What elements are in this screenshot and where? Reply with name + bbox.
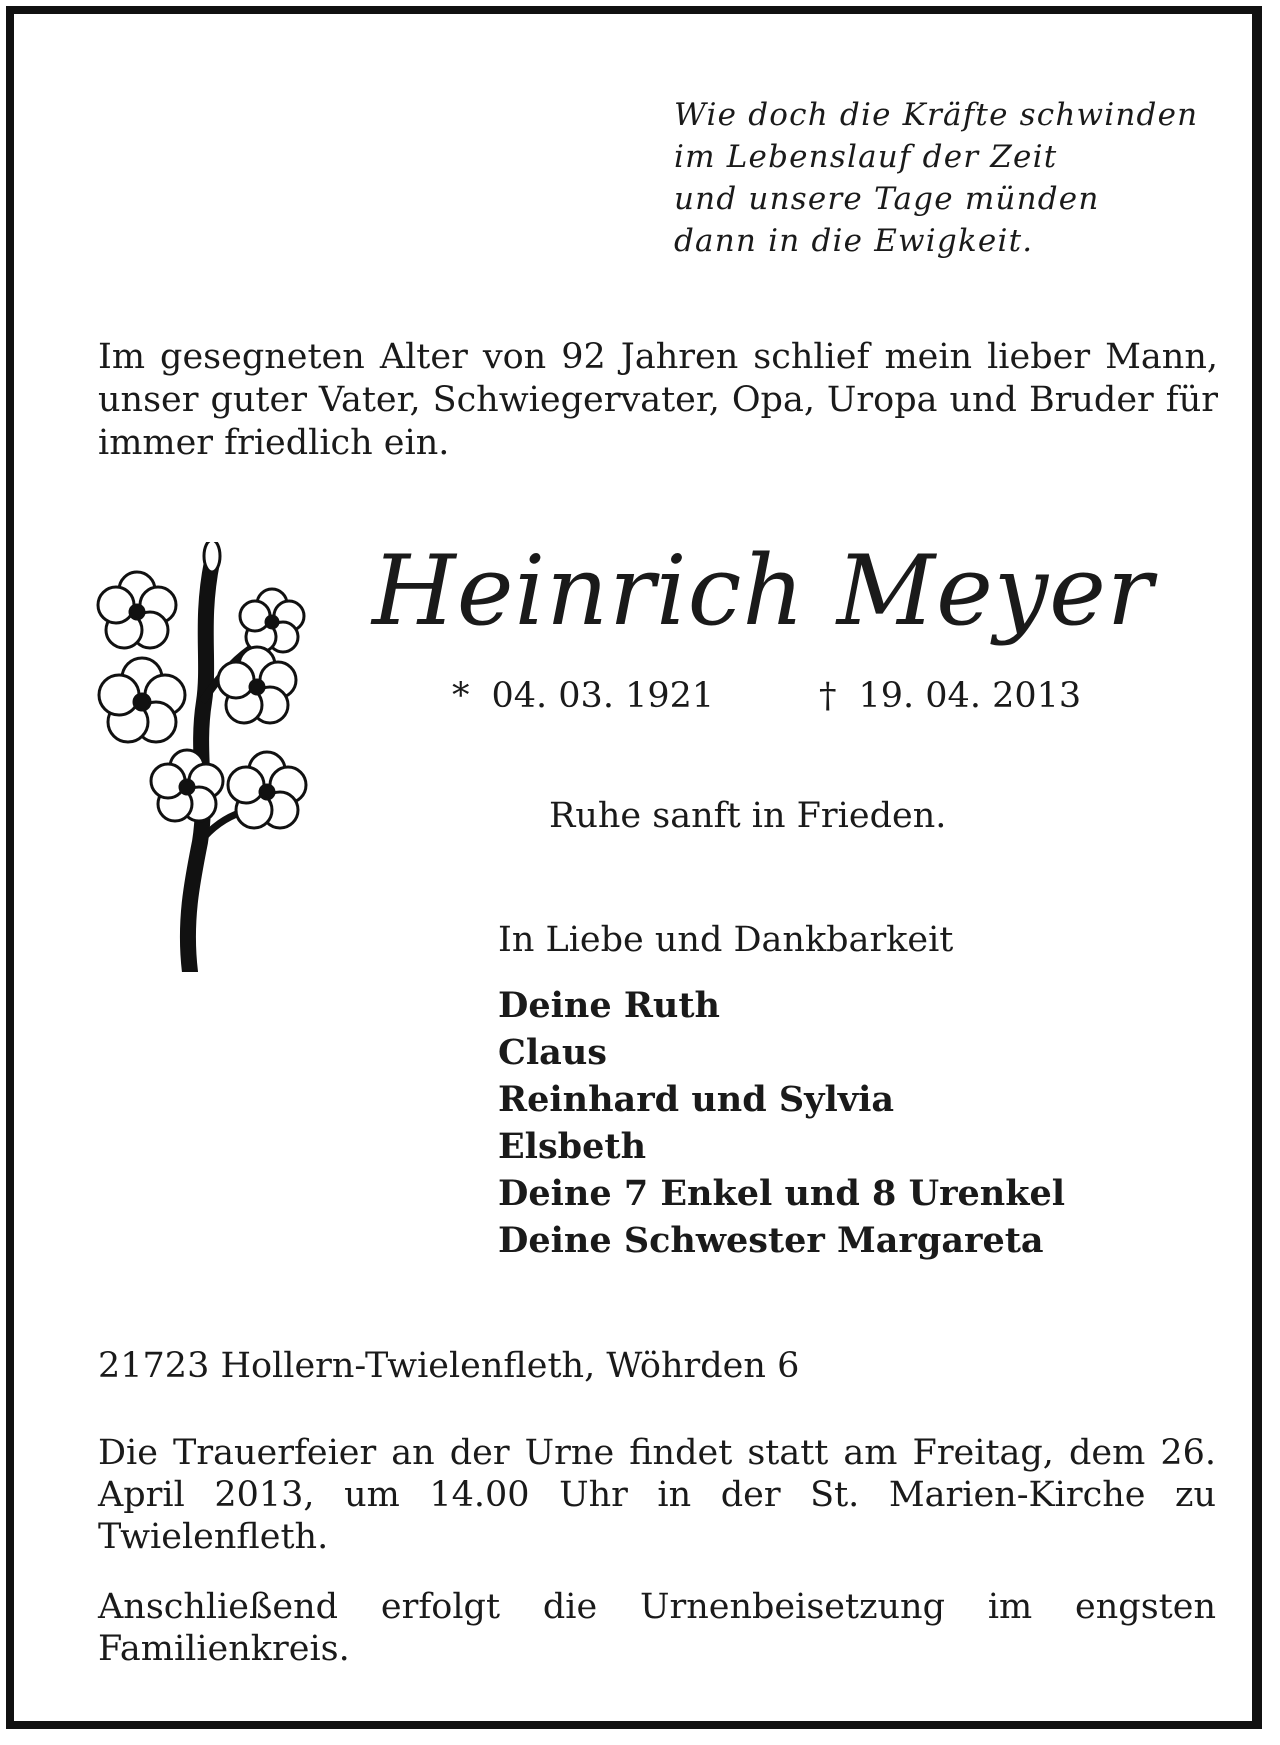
poem-line: Wie doch die Kräfte schwinden [674, 97, 1199, 133]
blossom-branch-icon [92, 542, 332, 972]
poem-line: im Lebenslauf der Zeit [674, 139, 1058, 175]
poem [674, 94, 1234, 262]
poem-line: und unsere Tage münden [674, 181, 1100, 217]
birth-date: 04. 03. 1921 [491, 676, 715, 716]
birth-date-line [452, 674, 714, 718]
poem-line: dann in die Ewigkeit. [674, 223, 1034, 259]
address: 21723 Hollern-Twielenfleth, Wöhrden 6 [98, 1346, 800, 1386]
family-member: Deine Ruth [498, 985, 720, 1026]
family-member: Deine Schwester Margareta [498, 1220, 1044, 1261]
family-member: Claus [498, 1032, 607, 1073]
birth-symbol: * [452, 676, 470, 716]
death-symbol: † [819, 676, 837, 716]
family-list [498, 982, 1065, 1264]
ceremony-text: Die Trauerfeier an der Urne findet statt am Freitag, dem 26. April 2013, um 14.00 Uhr in der St. Marien-Kirche zu Twielenfleth. [98, 1433, 1216, 1557]
obituary-frame [6, 6, 1262, 1729]
intro-text: Im gesegneten Alter von 92 Jahren schlief mein lieber Mann, unser guter Vater, Schwiegervater, Opa, Uropa und Bruder für immer friedlich ein. [98, 337, 1218, 463]
love-phrase: In Liebe und Dankbarkeit [498, 920, 954, 960]
death-date-line [819, 674, 1081, 718]
family-member: Elsbeth [498, 1126, 647, 1167]
deceased-name: Heinrich Meyer [372, 535, 1154, 647]
rest-phrase: Ruhe sanft in Frieden. [549, 796, 947, 836]
death-date: 19. 04. 2013 [858, 676, 1082, 716]
burial-text: Anschließend erfolgt die Urnenbeisetzung im engsten Familienkreis. [98, 1587, 1216, 1669]
family-member: Reinhard und Sylvia [498, 1079, 895, 1120]
family-member: Deine 7 Enkel und 8 Urenkel [498, 1173, 1066, 1214]
